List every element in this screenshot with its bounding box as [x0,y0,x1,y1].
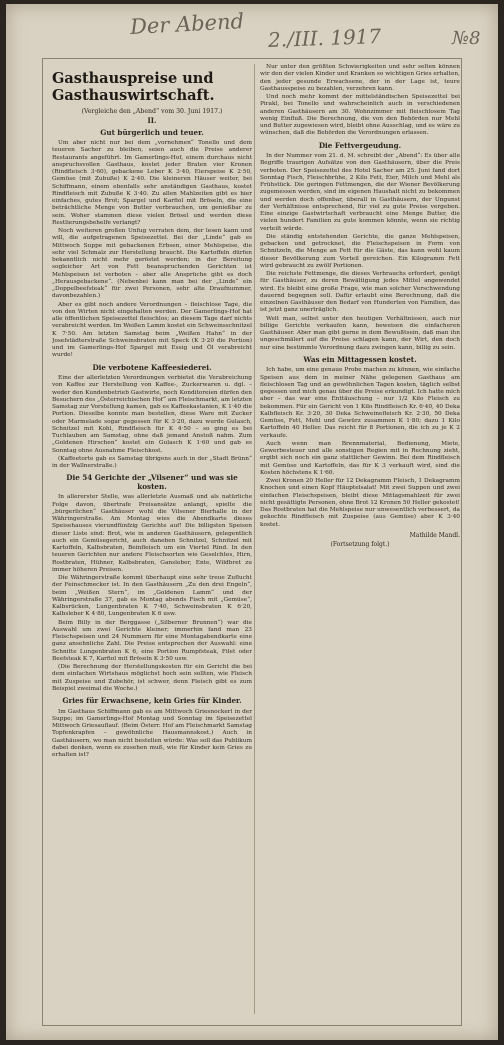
paragraph: In der Nummer vom 21. d. M. schreibt der „Abend“: Es über alle Begriffe traurigen Aufsätze von den Gasthäusern, über die Preis verboten. Der Speisezettel des Hotel Sacher am 25. Juni fand dort Sonntag Fisch, Fleischbrühe, 2 Kilo Fett, Eier, Milch und Mehl als Frühstück. Die geringen Fettmengen, die der Wiener Bevölkerung zugemessen werden, sind im eigenen Haushalt nicht zu bekommen und werden doch offenbar, überall in Gasthäusern, der Ungunst der Verhältnisse entsprechend, für viel zu gute Preise vergeben. Eine einzige Gastwirtschaft verbraucht eine Menge Butter, die vielen hundert Familien zu gute kommen könnte, wenn sie richtig verteilt würde. [260,153,460,232]
paragraph: Nur unter den größten Schwierigkeiten und sehr selten können wir den der vielen Kinder und Kranken so wichtigen Gries erhalten, den jeder gesunde Erwachsene, der in der Lage ist, teure Gasthausspeise zu bezahlen, verzehren kann. [260,64,460,92]
paragraph: Im Gasthaus Schiffmann gab es am Mittwoch Griesnockerl in der Suppe; im Gamerlings-Hof Montag und Sonntag im Speisezettel Mittwoch Griesauflauf. (Beim Österr. Hof am Fleischmarkt Samstag Topfenkrapfen – gewöhnliche Hausmannskost.) Auch in Gasthäusern, wo man nicht bestellen würde: Was soll das Publikum dabei denken, wenn es zusehen muß, wie für Kinder kein Gries zu erhalten ist? [52,708,252,758]
section-heading: Die verbotene Kaffeesiederei. [92,362,212,372]
section-heading: Die 54 Gerichte der „Vilsener“ und was sie kosten. [66,473,238,491]
paragraph: (Kaffeetorte gab es Samstag übrigens auch in der „Stadt Brünn“ in der Wallnerstraße.) [52,455,252,469]
paragraph: Und noch mehr kommt der mittelständischen Speisezettel bei Pirakl, bei Tonello und wahrscheinlich auch in verschiedenen anderen Gasthäusern am 30. Wohnzimmer mit fleischlosem Tag wenig Einfluß. Die Berechnung, die von den Behörden nur Mehl und Butter zugewiesen wird, bleibt ohne Ausschlag, und es wäre zu wünschen, daß die Behörden die Verordnungen erlassen. [260,94,460,137]
paragraph: Zwei Kronen 20 Heller für 12 Dekagramm Fleisch, 1 Dekagramm Knochen und einen Kopf Häuptelsalat! Mit zwei Suppen und zwei einfachen Fleischspeisen, bleibt diese Mittagsmahlzeit für zwei nicht gesättigte Personen, ohne Brot 12 Kronen 50 Heller gekostet! Das Rostbraten hat die Mehlspeise nur unwesentlich verbessert, da gekochte Rindfleisch mit Zuspeise (aus Gemüse) aber K 3·40 kostet. [260,478,460,528]
paragraph: (Die Berechnung der Herstellungskosten für ein Gericht die bei dem einfachen Wirtshaus möglichst hoch sein sollten, wie Fleisch mit Zuspeise und Zubehör, ist schwer, denn Fleisch gibt es zum Beispiel zweimal die Woche.) [52,664,252,692]
paragraph: Die Währingerstraße kommt überhaupt eine sehr treue Zuflucht der Feinschmecker ist. In den Gasthäusern „Zu den drei Engeln“, beim „Weißen Stern“, im „Goldenen Lamm“ und der Währingerstraße 37, gab es Montag abends Fisch mit „Gemüse“, Kalbsrücken, Lungenbraten K 7·40, Schweinsbraten K 6·20, Kalbsleber K 4·80, Lungenbraten K 6 usw. [52,575,252,618]
paragraph: Ich habe, um eine genaue Probe machen zu können, wie einfache Speisen aus dem in meiner Nähe gelegenen Gasthaus am fleischlosen Tag und an gewöhnlichen Tagen kosten, täglich selbst gegessen und mich genau über die Preise erkundigt. Ich hatte mich aber – das war eine Enttäuschung – nur 1/2 Kilo Fleisch zu bekommen. Für ein Gericht von 1 Kilo Rindfleisch Kr. 6·40, 40 Deka Kalbfleisch Kr. 3·20, 30 Deka Schweinefleisch Kr. 2·30, 50 Deka Gemüse, Fett, Mehl und Gewürz zusammen K 1·80; dazu 1 Kilo Kartoffeln 40 Heller. Das reicht für 8 Portionen, die ich zu je K 2 verkaufe. [260,367,460,439]
handwritten-date: 2./III. 1917 [267,24,382,52]
article-headline: Gasthauspreise und Gasthauswirtschaft. [52,70,215,104]
handwritten-number: №8 [452,28,481,49]
section-heading: Gut bürgerlich und teuer. [100,127,204,137]
paragraph: Welt man, selbst unter den heutigen Verhältnissen, auch nur billige Gerichte verkaufen kann, beweisen die einfacheren Gasthäuser. Aber man gibt gerne in dem Bewußtsein, daß man ihn ungeschmälert auf die Preise schlagen kann, der Wirt, den doch nur eine bestimmte Verordnung dazu zwingen kann, billig zu sein. [260,315,460,351]
article-subtitle: (Vergleiche den „Abend“ vom 30. Juni 1917.) [81,108,223,115]
paragraph: Aber es gibt noch andere Verordnungen – fleischlose Tage, die von den Wirten nicht eingehalten werden. Der Gamerlings-Hof hat alle öffentlichen Speisezettel fleischlos; an diesem Tage darf nichts verabreicht werden. Im Weißen Lamm kostet ein Schweinsschnitzel K 7·50. Am letzten Samstag beim „Weißen Hahn“ in der Josefstädterstraße Schweinsbraten mit Speck (K 3·20 die Portion) und im Gamerlings-Hof Spargel mit Essig und Öl verabreicht wurde! [52,301,252,359]
paragraph: Eine der allerletzten Verordnungen verbietet die Verabreichung von Kaffee zur Herstellung von Kaffee-, Zuckerwaren u. dgl. – weder den Kundenbetrieb Gastwirte, noch Konditoreien dürfen den Besuchern des „Österreichischen Hof“ am Fleischmarkt, am letzten Samstag zur Vorstellung kamen, gab es Kaffeekastanien, K 1·40 die Portion. Dieselbe konnte man bestellen, diese Ware mit Zucker oder Marmelade sogar gegessen für K 3·20, dazu wurde Gulasch, Schnitzel mit Kohl, Rindfleisch für K 4·50 – so ging es bei Tuchlauben am Samstag, ohne daß jemand Anstoß nahm. Zum „Goldenen Hirschen“ kostet ein Gulasch K 1·60 und gab es Sonntag ohne Ausnahme Fleischkost. [52,375,252,454]
column-divider [254,64,255,1014]
section-heading: Was ein Mittagessen kostet. [303,354,417,364]
paragraph: Die reichste Fettmenge, die dieses Verbrauchs erfordert, genügt für Gasthäuser, zu deren Bewältigung jedes Mittel angewendet wird. Es bleibt eine große Frage, wie man solcher Verschwendung dauernd begegnen soll. Dafür erlaubt eine Berechnung, daß die einzelnen Gasthäuser den Bedarf von Hunderten von Familien, das ist jetzt ganz unerträglich. [260,271,460,314]
paragraph: Die ständig entstehenden Gerichte, die ganze Mehlspeisen, gebacken und getrocknet, die Fleischspeisen in Form von Schnitzeln, die Menge an Fett für die Gäste, das kann wohl kaum dieser Bevölkerung zum Vorteil gereichen. Ein Kilogramm Fett wird gebraucht zu zwölf Portionen. [260,233,460,269]
right-column [260,64,460,1019]
left-column [52,64,252,1019]
paragraph: Noch weiteren großen Unfug verraten dem, der lesen kann und will, die aufgetragenen Speisezettel. Bei der „Linde“ gab es Mittwoch Suppe mit gebackenen Erbsen, einer Mehlspeise, die sehr viel Schmalz zur Herstellung braucht. Die Kartoffeln dürfen bekanntlich nicht mehr geröstet werden; in der Bereitung sogleicher Art von Fett beanspruchenden Gerichten ist Mehlspeisen ist verboten – aber alle Ansprüche gibt es doch „Herausgebackene“. (Nebenbei kann man bei der „Linde“ ein „Doppelbeefsteak“ für zwei Personen, sehr alte Draufnummer, davonbezahlen.) [52,228,252,300]
handwritten-source: Der Abend [129,9,245,39]
paragraph: Um aber nicht nur bei dem „vornehmen“ Tonello und dem teueren Sacher zu bleiben, seien auch die Preise anderer Restaurants angeführt. Im Gamerlings-Hof, einem durchaus nicht anspruchsvollen Gasthaus, kostet jeder Braten vier Kronen (Rindfleisch 3·60), gebackene Leber K 3·40, Eierspeise K 2·50, Gemüse (mit Zubuße) K 2·40. Die kleineren Häuser weiter, bei Schiffmann, einem ebenfalls sehr anständigen Gasthaus, kostet Rindfleisch mit Zubuße K 3·40. Zu allen Mahlzeiten gibt es hier einfaches, gutes Brot; Spargel und Karfiol mit Bröseln, die eine beträchtliche Menge von Butter verbrauchen, um genießbar zu sein. Woher stammen diese vielen Brösel und werden diese Restlierungsbehelfe verlangt? [52,140,252,226]
continuation-note: (Fortsetzung folgt.) [330,541,390,548]
paragraph: In allererster Stelle, was allerletzte Ausmaß und als natürliche Folge davon, übertrafe Preisansätze anlangt, spielte die „bürgerlichen“ Gasthäuser wohl die Vilsener Bierhalle in der Währingerstraße. Am Montag wies die Abendkarte dieses Speisehauses vierundfünfzig Gerichte auf! Die billigsten Speisen dieser Liste sind: Brot, wie in anderen Gasthäusern, gelegentlich auch ein Gemüsegericht, auch daneben Schnitzel, Schnitzel mit Kartoffeln, Kalbsbraten, Beinfleisch um ein Viertel Rind. In den teueren Gerichten nur andere Fleischsorten wie Geselchtes, Hirn, Rostbraten, Hühner, Kalbsbraten, Gansleber, Ente, Wildbret zu immer höheren Preisen. [52,494,252,573]
section-heading: Gries für Erwachsene, kein Gries für Kinder. [62,696,242,705]
author-signature: Mathilde Mandl. [409,531,460,539]
paragraph: Auch wenn man Brennmaterial, Bedienung, Miete, Gewerbesteuer und alle sonstigen Regien mit in Rechnung zieht, ergibt sich noch ein ganz stattlicher Gewinn. Bei dem Rindfleisch mit Gemüse und Kartoffeln, das für K 3 verkauft wird, sind die Kosten höchstens K 1·60. [260,440,460,476]
section-heading: Die Fettvergeudung. [318,140,402,150]
part-number: II. [147,116,157,126]
paragraph: Beim Billy in der Berggasse („Silberner Brunnen“) war die Auswahl um zwei Gerichte kleiner; immerhin fand man 23 Fleischspeisen und 24 Nummern für eine Montagabendkarte eine ganz ansehnliche Zahl. Die Preise entsprechen der Auswahl: eine Schnitte Lungenbraten K 6, eine Portion Rumpfsteak, Filet oder Beefsteak K 7, Karfiol mit Bröseln K 3·50 usw. [52,619,252,662]
